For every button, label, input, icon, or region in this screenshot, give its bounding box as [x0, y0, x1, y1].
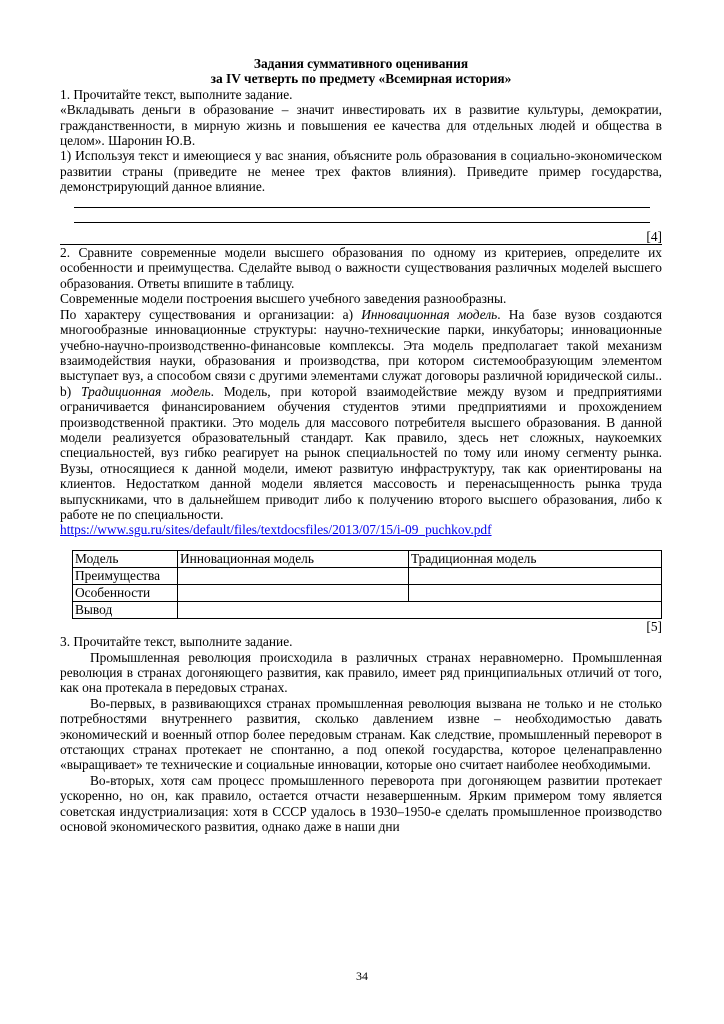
answer-cell[interactable] — [409, 567, 662, 584]
task1-instruction: 1) Используя текст и имеющиеся у вас знания, объясните роль образования в социально-экономическом развитии страны (приведите не менее трех фактов влияния). Приведите пример государства, демонстрирующий данное влияние. — [60, 148, 662, 195]
answer-cell[interactable] — [178, 567, 409, 584]
task3-paragraph-1: Промышленная революция происходила в различных странах неравномерно. Промышленная революция в странах догоняющего развития, как правило, имеет ряд принципиальных отличий от того, как она протекала в передовых странах. — [60, 649, 662, 696]
title-line-1: Задания суммативного оценивания — [253, 56, 469, 71]
title-line-2: за IV четверть по предмету «Всемирная история» — [210, 71, 512, 87]
task2-intro: Современные модели построения высшего учебного заведения разнообразны. — [60, 291, 507, 307]
document-page — [60, 56, 662, 834]
task1-quote: «Вкладывать деньги в образование – значит инвестировать их в развитие культуры, демократии, гражданственности, в мирную жизнь и повышения ее качества для отдельных людей и общества в целом». Шаронин Ю.В. — [60, 102, 662, 149]
table-header-cell: Инновационная модель — [178, 550, 409, 567]
table-header-cell: Модель — [73, 550, 178, 567]
table-row — [73, 584, 662, 601]
row-label: Преимущества — [73, 567, 178, 584]
task1-heading: 1. Прочитайте текст, выполните задание. — [60, 86, 293, 102]
task3-paragraph-3: Во-вторых, хотя сам процесс промышленного переворота при догоняющем развитии протекает ускоренно, но он, как правило, остается отчасти незавершенным. Ярким примером тому является советская индустриализация: хотя в СССР удалось в 1930–1950-е сделать промышленное производство основой экономического развития, однако даже в наши дни — [60, 772, 662, 835]
task2-heading: 2. Сравните современные модели высшего образования по одному из критериев, определите их особенности и преимущества. Сделайте вывод о важности существования различных моделей высшего образования. Ответы впишите в таблицу. — [60, 245, 662, 291]
traditional-model-term: Традиционная модель — [81, 383, 211, 399]
task2-body: По характеру существования и организации: а) Инновационная модель. На базе вузов создаются многообразные инновационные структуры: научно-технические парки, инкубаторы; инновационные учебно-научно-производственно-финансовые комплексы. Эта модель предполагает такой механизм взаимодействия науки, образования и производства, при котором системообразующим элементом выступает вуз, а способом связи с другими элементами служат договоры различной юридической силы.. b) Традиционная модель. Модель, при которой взаимодействие между вузом и предприятиями ограничивается финансированием обучения студентов этими предприятиями и прохождением производственной практики. Это модель для массового потребителя высшего образования. В данной модели реализуется образовательный стандарт. Как правило, здесь нет сложных, наукоемких специальностей, вуз гибко реагирует на рынок специальностей по тому или иному сегменту рынка. Вузы, относящиеся к данной модели, имеют развитую инфраструктуру, так как ориентированы на клиентов. Недостатком данной модели является массовость и перенасыщенность рынка труда выпускниками, что в дальнейшем приводит либо к получению второго высшего образования, либо к работе не по специальности. — [60, 306, 662, 522]
task3-paragraph-2: Во-первых, в развивающихся странах промышленная революция вызвана не только и не столько потребностями внутреннего развития, сколько давлением извне – необходимостью давать экономический и военный отпор более передовым странам. Как следствие, промышленный переворот в отстающих странах протекает не спонтанно, а под опекой государства, которое целенаправленно «выращивает» те технические и социальные инновации, которые оно считает наиболее необходимыми. — [60, 695, 662, 773]
task1-score: [4] — [646, 228, 662, 244]
table-row — [73, 601, 662, 618]
task3-heading: 3. Прочитайте текст, выполните задание. — [60, 634, 293, 650]
task2-score: [5] — [646, 618, 662, 634]
answer-cell[interactable] — [178, 601, 662, 618]
innovative-model-term: Инновационная модель — [361, 306, 498, 322]
source-link[interactable]: https://www.sgu.ru/sites/default/files/textdocsfiles/2013/07/15/i-09_puchkov.pdf — [60, 522, 492, 538]
answer-cell[interactable] — [409, 584, 662, 601]
row-label: Особенности — [73, 584, 178, 601]
comparison-table — [72, 550, 662, 619]
table-row — [73, 567, 662, 584]
page-number: 34 — [356, 969, 368, 983]
table-header-row — [73, 550, 662, 567]
answer-cell[interactable] — [178, 584, 409, 601]
row-label: Вывод — [73, 601, 178, 618]
table-header-cell: Традиционная модель — [409, 550, 662, 567]
answer-line-2[interactable] — [74, 222, 650, 223]
